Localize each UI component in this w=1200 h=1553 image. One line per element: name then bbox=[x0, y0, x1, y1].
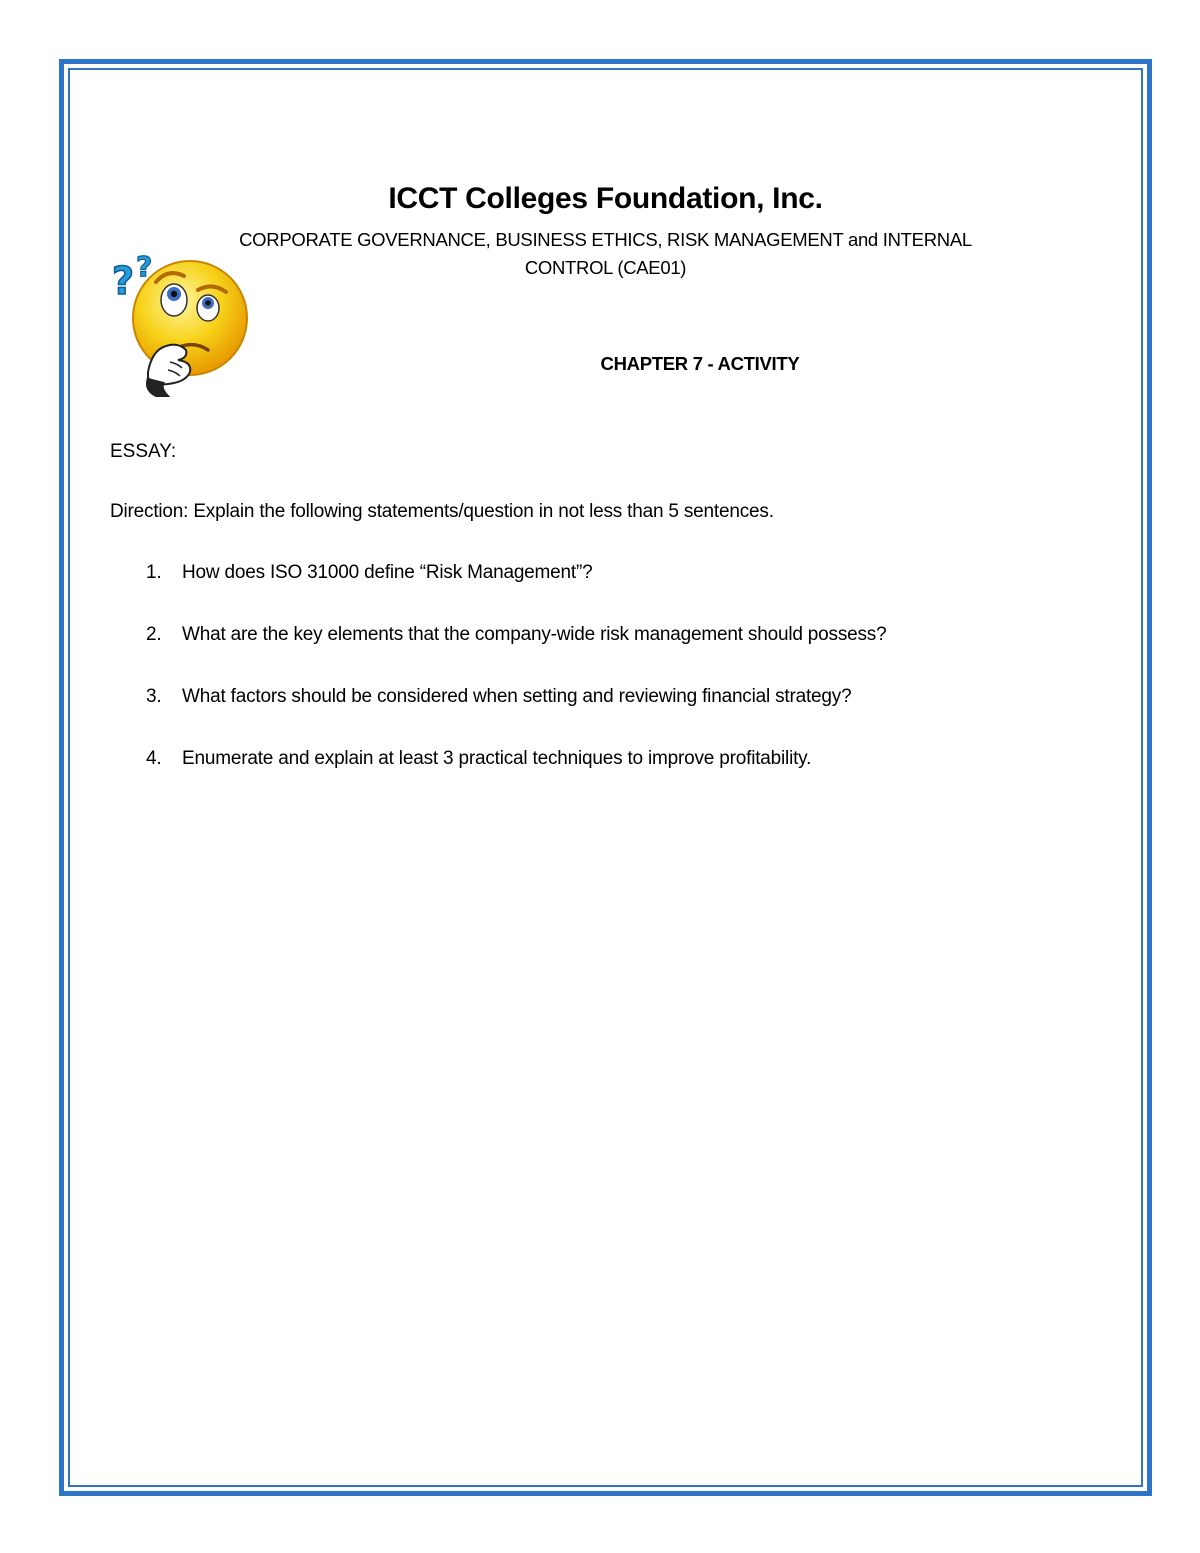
chapter-title: CHAPTER 7 - ACTIVITY bbox=[600, 353, 800, 374]
question-number: 3. bbox=[146, 686, 162, 707]
thinking-face-icon bbox=[108, 250, 253, 398]
school-name: ICCT Colleges Foundation, Inc. bbox=[388, 182, 823, 215]
question-number: 2. bbox=[146, 624, 162, 645]
question-number: 1. bbox=[146, 562, 162, 583]
direction-text: Direction: Explain the following statements/question in not less than 5 sentences. bbox=[110, 501, 774, 522]
essay-label: ESSAY: bbox=[110, 441, 177, 462]
question-text: Enumerate and explain at least 3 practical techniques to improve profitability. bbox=[182, 748, 812, 769]
question-number: 4. bbox=[146, 748, 162, 769]
question-text: How does ISO 31000 define “Risk Management”? bbox=[182, 562, 593, 583]
question-text: What are the key elements that the company-wide risk management should possess? bbox=[182, 624, 887, 645]
svg-text:?: ? bbox=[136, 250, 153, 283]
course-title-line-2-text: CONTROL bbox=[524, 257, 618, 278]
course-code: (CAE01) bbox=[617, 257, 687, 278]
svg-text:?: ? bbox=[112, 259, 135, 303]
question-text: What factors should be considered when setting and reviewing financial strategy? bbox=[182, 686, 852, 707]
course-title-line-1: CORPORATE GOVERNANCE, BUSINESS ETHICS, RISK MANAGEMENT and INTERNAL bbox=[239, 229, 972, 250]
